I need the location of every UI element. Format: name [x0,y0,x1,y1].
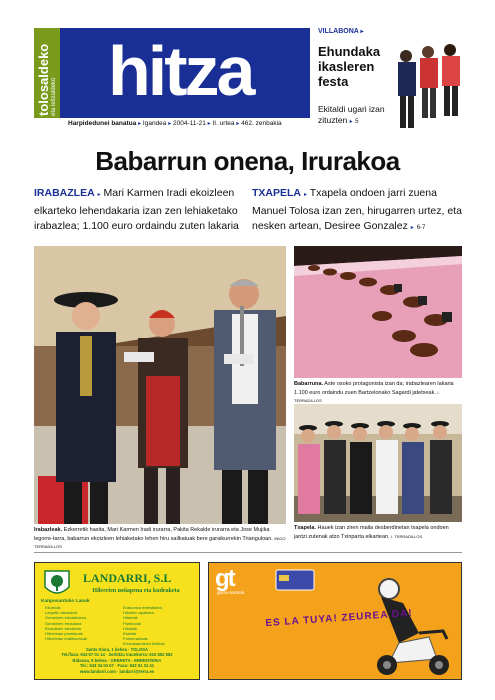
masthead-logo: hitza [108,32,253,110]
ad-landarri-services-right [123,605,165,647]
masthead-side-strip [34,28,60,118]
list-item: Erakuntza erbestitzea [123,605,162,610]
caption-bottom-right-bold: Txapela. [294,525,317,531]
arrow-icon: ▸ [97,192,101,198]
list-item: Hilarriak [123,615,138,621]
masthead-side-line1: tolosaldeko [36,43,51,116]
arrow-icon: ▸ [349,119,353,125]
lead-right-page-ref: 6-7 [416,225,426,231]
list-item: Estelak [123,631,137,637]
ad-landarri-address [35,647,199,674]
teaser-kicker [318,28,464,35]
masthead-side-line2: eta leitzaldeko [51,77,57,116]
lead-txapela [252,186,464,237]
teaser-title: Ehundaka ikasleren festa [318,44,381,89]
teaser-villabona[interactable] [318,28,464,134]
caption-top-right-bold: Babarruna. [294,381,324,387]
teaser-photo [388,38,466,134]
arrow-icon: ▸ [303,192,307,198]
caption-bottom-right-text: Hauek izan ziren maila desberdinetan txapela ondoen jantzi zutenak atzo Txinparta elkartean. [294,525,449,540]
ad-gt-name: gazte-txartela [217,590,245,595]
beans-photo-caption [294,381,462,406]
list-item: Hilobiak [123,625,138,631]
address-line: www.landarri.com · landarri@terra.es [79,668,155,674]
address-line: Tel.: 943 34 04 67 · Faxa: 943 51 31 41 [79,663,155,669]
ad-landarri-name: LANDARRI, S.L [83,571,172,585]
ad-gt-slogan: ES LA TUYA! ZEUREA DA! [265,607,413,630]
ad-landarri-section: Kanposantuko Lanak [41,599,90,604]
arrow-icon: ▸ [236,121,240,127]
arrow-icon: ▸ [138,121,142,127]
issue-day: Igandea [142,120,167,127]
lead-left-label: IRABAZLEA [34,187,95,199]
list-item: Errautsien ateraketa [45,625,82,631]
ad-gt-logo: gt [215,565,234,592]
list-item: Hilerrietan proiektuak [45,631,83,637]
address-line: Santa Klara, 1 behea · TOLOSA [85,647,149,652]
ad-gazte-txartela[interactable] [208,562,462,680]
list-item: Hilobien apaiketa [123,610,154,616]
arrow-icon: ▸ [360,29,364,35]
teaser-kicker-text: VILLABONA [318,28,359,35]
lead-right-text: Txapela ondoen jarri zuena Manuel Tolosa izan zen, hirugarren urtez, eta nesken artean, Desiree Gonzalez [252,187,462,232]
address-line: Bidasoa, 9 behea · ORERETA - ERRENTERIA [72,657,162,663]
caption-main-credit: INIGO TERRADILLOS [34,535,286,549]
masthead-logo-box [60,28,310,118]
list-item: Hilerrietan erakikuntzak [45,636,87,642]
beans-photo [294,246,462,378]
ad-landarri[interactable] [34,562,200,680]
arrow-icon: ▸ [410,225,414,231]
teaser-subtitle [318,104,396,128]
teaser-page-ref: 5 [355,119,359,125]
scooter-rider-image [359,573,459,677]
page-headline: Babarrun onena, Irurakoa [95,146,400,176]
list-item: Errautsaontzien tintikak [123,641,165,647]
list-item: Panteoiak [123,620,141,626]
ad-landarri-tagline: Hilerrien ustiapena eta kudeaketa [92,588,180,594]
issue-year: II. urtea [212,120,235,127]
list-item: Eliorrkak [45,605,61,610]
list-item: Larpetik ateratzea [45,610,78,616]
main-photo [34,246,286,524]
caption-main-bold: Irabazleak. [34,527,63,533]
issue-date: 2004-11-21 [173,120,206,127]
arrow-icon: ▸ [207,121,211,127]
lead-irabazlea [34,186,242,235]
issue-number: 462. zenbakia [241,120,282,127]
tree-logo-icon [43,569,71,599]
list-item: Gerakinen inkutatideza [45,615,86,621]
txapela-photo [294,404,462,522]
masthead [34,28,310,134]
caption-main-text: Ezkerretik hasita, Mari Karmen Iradi irurarra, Pakita Rekalde irurarra eta Jose Mujika legorre-tarra, babarrun ekoizleen lehiaketako lehen hiru sailkatuak bere garaikurrekin Trianguloan. [34,527,273,542]
ad-landarri-services-left [45,605,87,641]
issue-line [68,120,282,127]
lead-right-label: TXAPELA [252,187,302,199]
list-item: Gerakinen errautsea [45,620,82,626]
teaser-subtitle-text: Ekitaldi ugari izan zituzten [318,104,385,125]
issue-label: Harpidedunei banatua [68,120,137,127]
list-item: Fotoerrautsak [123,636,148,642]
txapela-photo-caption [294,525,462,541]
ads-divider [34,552,462,553]
caption-top-right-text: Aste osoko protagonista izan da; irabazlearen lakaria 1.100 euro ordaindu zuen Bartzelonako Sagardi jatetxeak. [294,381,454,396]
card-icon [275,569,315,591]
main-photo-caption [34,527,286,552]
lead-left-text: Mari Karmen Iradi ekoizleen elkarteko lehendakaria izan zen lehiaketako irabazlea; 1.100 euro ordaindu zuten lakaria [34,187,239,232]
address-line: Tel./faxa: 943 67 01 14 · Zerbitzu iraunkorra: 610 552 552 [61,652,173,658]
arrow-icon: ▸ [168,121,172,127]
caption-bottom-right-credit: I. TERRADILLOS [391,533,423,539]
caption-top-right-credit: I. TERRADILLOS [294,389,440,403]
